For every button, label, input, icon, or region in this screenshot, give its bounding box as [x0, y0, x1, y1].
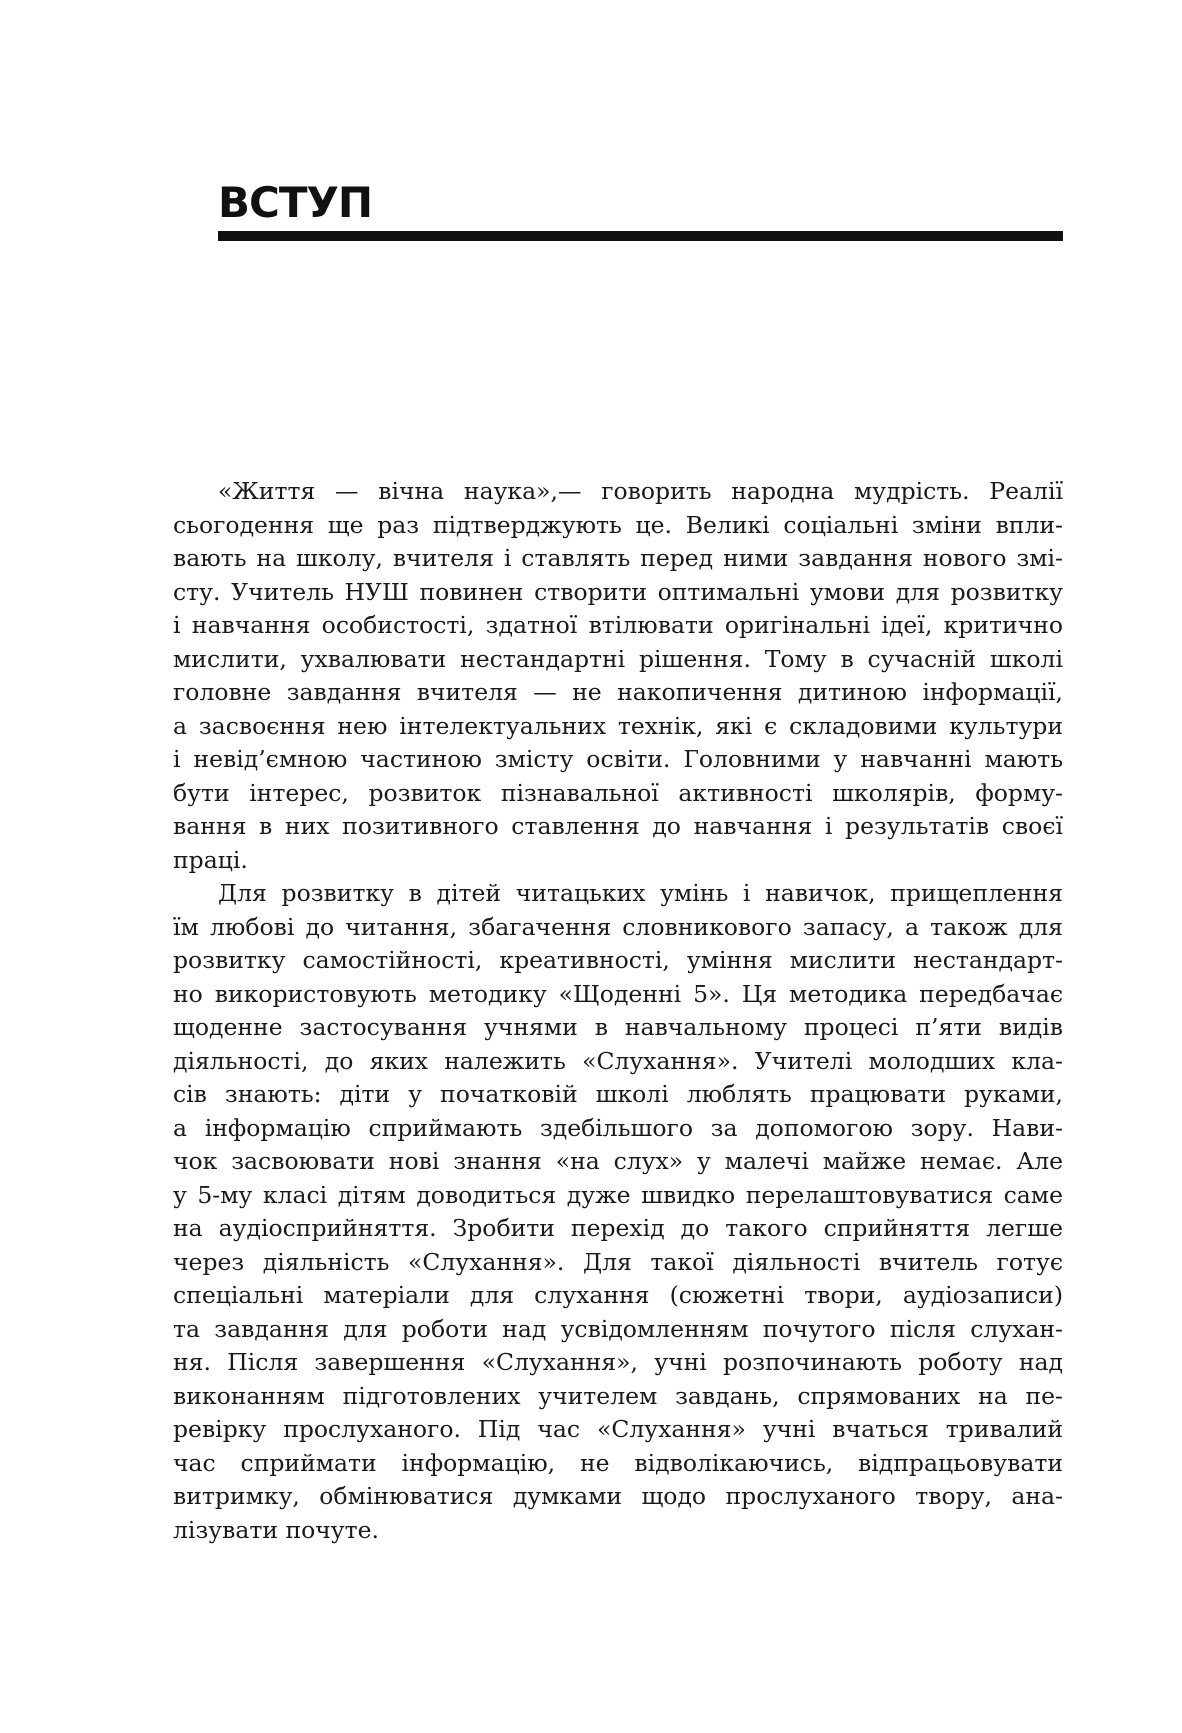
text-line: бути інтерес, розвиток пізнавальної активності школярів, форму-: [173, 778, 1063, 807]
text-line: ня. Після завершення «Слухання», учні розпочинають роботу над: [173, 1348, 1063, 1376]
text-line: вання в них позитивного ставлення до навчання і результатів своєї: [173, 812, 1063, 840]
text-line: виконанням підготовлених учителем завдань, спрямованих на пе-: [173, 1381, 1063, 1410]
text-line: у 5-му класі дітям доводиться дуже швидко перелаштовуватися саме: [173, 1180, 1063, 1209]
text-line: но використовують методику «Щоденні 5». Ця методика передбачає: [173, 979, 1063, 1008]
text-line: витримку, обмінюватися думками щодо прослуханого твору, ана-: [173, 1482, 1063, 1510]
text-line: лізувати почуте.: [173, 1515, 380, 1544]
text-line: спеціальні матеріали для слухання (сюжетні твори, аудіозаписи): [173, 1281, 1063, 1309]
paragraph: [173, 877, 1063, 1547]
text-line: праці.: [173, 845, 248, 874]
title-underline-rule: [218, 231, 1063, 241]
text-line: через діяльність «Слухання». Для такої діяльності вчитель готує: [173, 1247, 1063, 1276]
text-line: їм любові до читання, збагачення словникового запасу, а також для: [173, 912, 1063, 941]
paragraph: [173, 475, 1063, 877]
text-line: діяльності, до яких належить «Слухання». Учителі молодших кла-: [173, 1046, 1063, 1075]
text-line: а засвоєння нею інтелектуальних технік, які є складовими культури: [173, 711, 1063, 740]
text-line: мислити, ухвалювати нестандартні рішення. Тому в сучасній школі: [173, 644, 1063, 673]
text-line: «Життя — вічна наука»,— говорить народна мудрість. Реалії: [218, 477, 1063, 505]
text-line: сьогодення ще раз підтверджують це. Великі соціальні зміни впли-: [173, 510, 1063, 539]
text-line: а інформацію сприймають здебільшого за допомогою зору. Нави-: [173, 1113, 1063, 1142]
text-line: чок засвоювати нові знання «на слух» у малечі майже немає. Але: [173, 1147, 1063, 1175]
text-line: головне завдання вчителя — не накопичення дитиною інформації,: [173, 678, 1063, 706]
text-line: щоденне застосування учнями в навчальному процесі п’яти видів: [173, 1013, 1063, 1041]
text-line: сту. Учитель НУШ повинен створити оптимальні умови для розвитку: [173, 577, 1063, 606]
text-line: сів знають: діти у початковій школі люблять працювати руками,: [173, 1080, 1063, 1108]
text-line: час сприймати інформацію, не відволікаючись, відпрацьовувати: [173, 1448, 1063, 1477]
text-line: Для розвитку в дітей читацьких умінь і навичок, прищеплення: [218, 879, 1063, 907]
text-line: розвитку самостійності, креативності, уміння мислити нестандарт-: [173, 946, 1063, 974]
text-line: на аудіосприйняття. Зробити перехід до такого сприйняття легше: [173, 1214, 1063, 1242]
text-line: та завдання для роботи над усвідомленням почутого після слухан-: [173, 1314, 1063, 1343]
page-title: ВСТУП: [218, 178, 373, 227]
text-line: і невід’ємною частиною змісту освіти. Головними у навчанні мають: [173, 745, 1063, 773]
text-line: і навчання особистості, здатної втілювати оригінальні ідеї, критично: [173, 611, 1063, 639]
text-line: вають на школу, вчителя і ставлять перед ними завдання нового змі-: [173, 544, 1063, 572]
text-line: ревірку прослуханого. Під час «Слухання» учні вчаться тривалий: [173, 1415, 1063, 1443]
body-text: [173, 475, 1063, 1547]
